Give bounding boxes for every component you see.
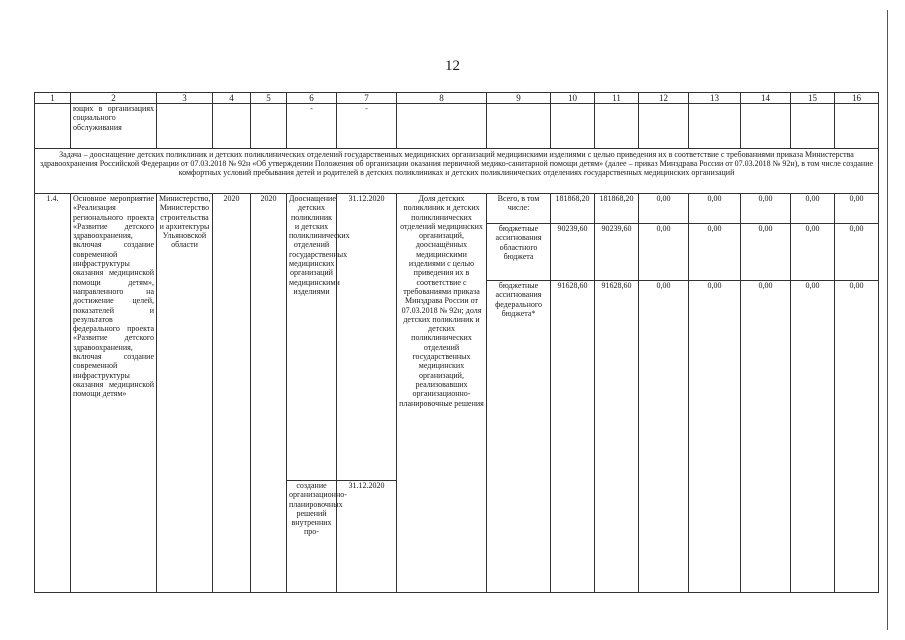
table-cell — [835, 104, 879, 149]
column-header: 6 — [287, 93, 337, 104]
table-cell — [157, 104, 213, 149]
amount-cell: 90239,60 — [595, 224, 639, 281]
executor: Министерство, Министерство строительства и архитектуры Ульяновской области — [157, 194, 213, 593]
column-header: 2 — [71, 93, 157, 104]
amount-cell: 0,00 — [741, 194, 791, 224]
task-description: Задача – дооснащение детских поликлиник и детских поликлинических отделений государственных медицинских организаций медицинскими изделиями с целью приведения их в соответствие с требованиями приказа Министерства здравоохранения Российской Федерации от 07.03.2018 № 92н «Об утверждении Положения об организации оказания первичной медико-санитарной помощи детям» (далее – приказ Минздрава России от 07.03.2018 № 92н), в том числе создание комфортных условий пребывания детей и родителей в детских поликлиниках и детских поликлинических отделениях государственных медицинских организаций — [35, 149, 879, 194]
table-cell — [791, 104, 835, 149]
amount-cell: 0,00 — [791, 281, 835, 593]
column-header: 8 — [397, 93, 487, 104]
amount-cell: 0,00 — [791, 224, 835, 281]
amount-cell: 0,00 — [689, 281, 741, 593]
task-row — [35, 149, 879, 194]
event-2-date: 31.12.2020 — [337, 481, 397, 593]
amount-cell: 0,00 — [835, 281, 879, 593]
table-cell — [251, 104, 287, 149]
source-label: бюджетные ассигнования областного бюджета — [487, 224, 551, 281]
table-cell — [487, 104, 551, 149]
table-cell — [595, 104, 639, 149]
table-row — [35, 194, 879, 224]
event-1: Дооснащение детских поликлиник и детских поликлинических отделений государственных медицинских организаций медицинскими изделиями — [287, 194, 337, 481]
amount-cell: 91628,60 — [595, 281, 639, 593]
amount-cell: 0,00 — [639, 224, 689, 281]
continuation-text: ющих в организациях социального обслуживания — [71, 104, 157, 149]
table-cell — [741, 104, 791, 149]
column-header: 11 — [595, 93, 639, 104]
amount-cell: 181868,20 — [595, 194, 639, 224]
activity-name: Основное мероприятие «Реализация регионального проекта «Развитие детского здравоохранения, включая создание современной инфраструктуры оказания медицинской помощи детям», направленного на достижение целей, показателей и результатов федерального проекта «Развитие детского здравоохранения, включая создание современной инфраструктуры оказания медицинской помощи детям» — [71, 194, 157, 593]
column-header: 13 — [689, 93, 741, 104]
table-cell — [213, 104, 251, 149]
source-label: Всего, в том числе: — [487, 194, 551, 224]
amount-cell: 0,00 — [741, 224, 791, 281]
year-end: 2020 — [251, 194, 287, 593]
amount-cell: 0,00 — [689, 194, 741, 224]
continuation-row — [35, 104, 879, 149]
column-header: 5 — [251, 93, 287, 104]
column-header: 9 — [487, 93, 551, 104]
table-cell — [689, 104, 741, 149]
amount-cell: 181868,20 — [551, 194, 595, 224]
column-header: 3 — [157, 93, 213, 104]
amount-cell: 0,00 — [791, 194, 835, 224]
amount-cell: 0,00 — [835, 194, 879, 224]
amount-cell: 90239,60 — [551, 224, 595, 281]
amount-cell: 0,00 — [639, 281, 689, 593]
table-cell — [551, 104, 595, 149]
column-header: 14 — [741, 93, 791, 104]
source-label: бюджетные ассигнования федерального бюджета* — [487, 281, 551, 593]
event-2: создание организационно-планировочных решений внутренних про- — [287, 481, 337, 593]
amount-cell: 0,00 — [835, 224, 879, 281]
column-header: 4 — [213, 93, 251, 104]
column-header: 10 — [551, 93, 595, 104]
column-header: 12 — [639, 93, 689, 104]
table-cell — [639, 104, 689, 149]
program-activities-table — [34, 92, 879, 593]
dash-mark: - — [287, 104, 337, 149]
result-indicator: Доля детских поликлиник и детских поликлинических отделений медицинских организаций, дооснащённых медицинскими изделиями с целью приведения их в соответствие с требованиями приказа Минздрава России от 07.03.2018 № 92н; доля детских поликлиник и детских поликлинических отделений государственных медицинских организаций, реализовавших организационно-планировочные решения — [397, 194, 487, 593]
amount-cell: 0,00 — [741, 281, 791, 593]
event-1-date: 31.12.2020 — [337, 194, 397, 481]
year-start: 2020 — [213, 194, 251, 593]
dash-mark: - — [337, 104, 397, 149]
table-cell — [35, 104, 71, 149]
column-header: 7 — [337, 93, 397, 104]
column-header: 16 — [835, 93, 879, 104]
table-cell — [397, 104, 487, 149]
amount-cell: 0,00 — [689, 224, 741, 281]
column-number-row — [35, 93, 879, 104]
amount-cell: 0,00 — [639, 194, 689, 224]
page-number: 12 — [445, 58, 460, 74]
column-header: 1 — [35, 93, 71, 104]
page-edge-line — [887, 10, 888, 630]
row-number: 1.4. — [35, 194, 71, 593]
column-header: 15 — [791, 93, 835, 104]
amount-cell: 91628,60 — [551, 281, 595, 593]
